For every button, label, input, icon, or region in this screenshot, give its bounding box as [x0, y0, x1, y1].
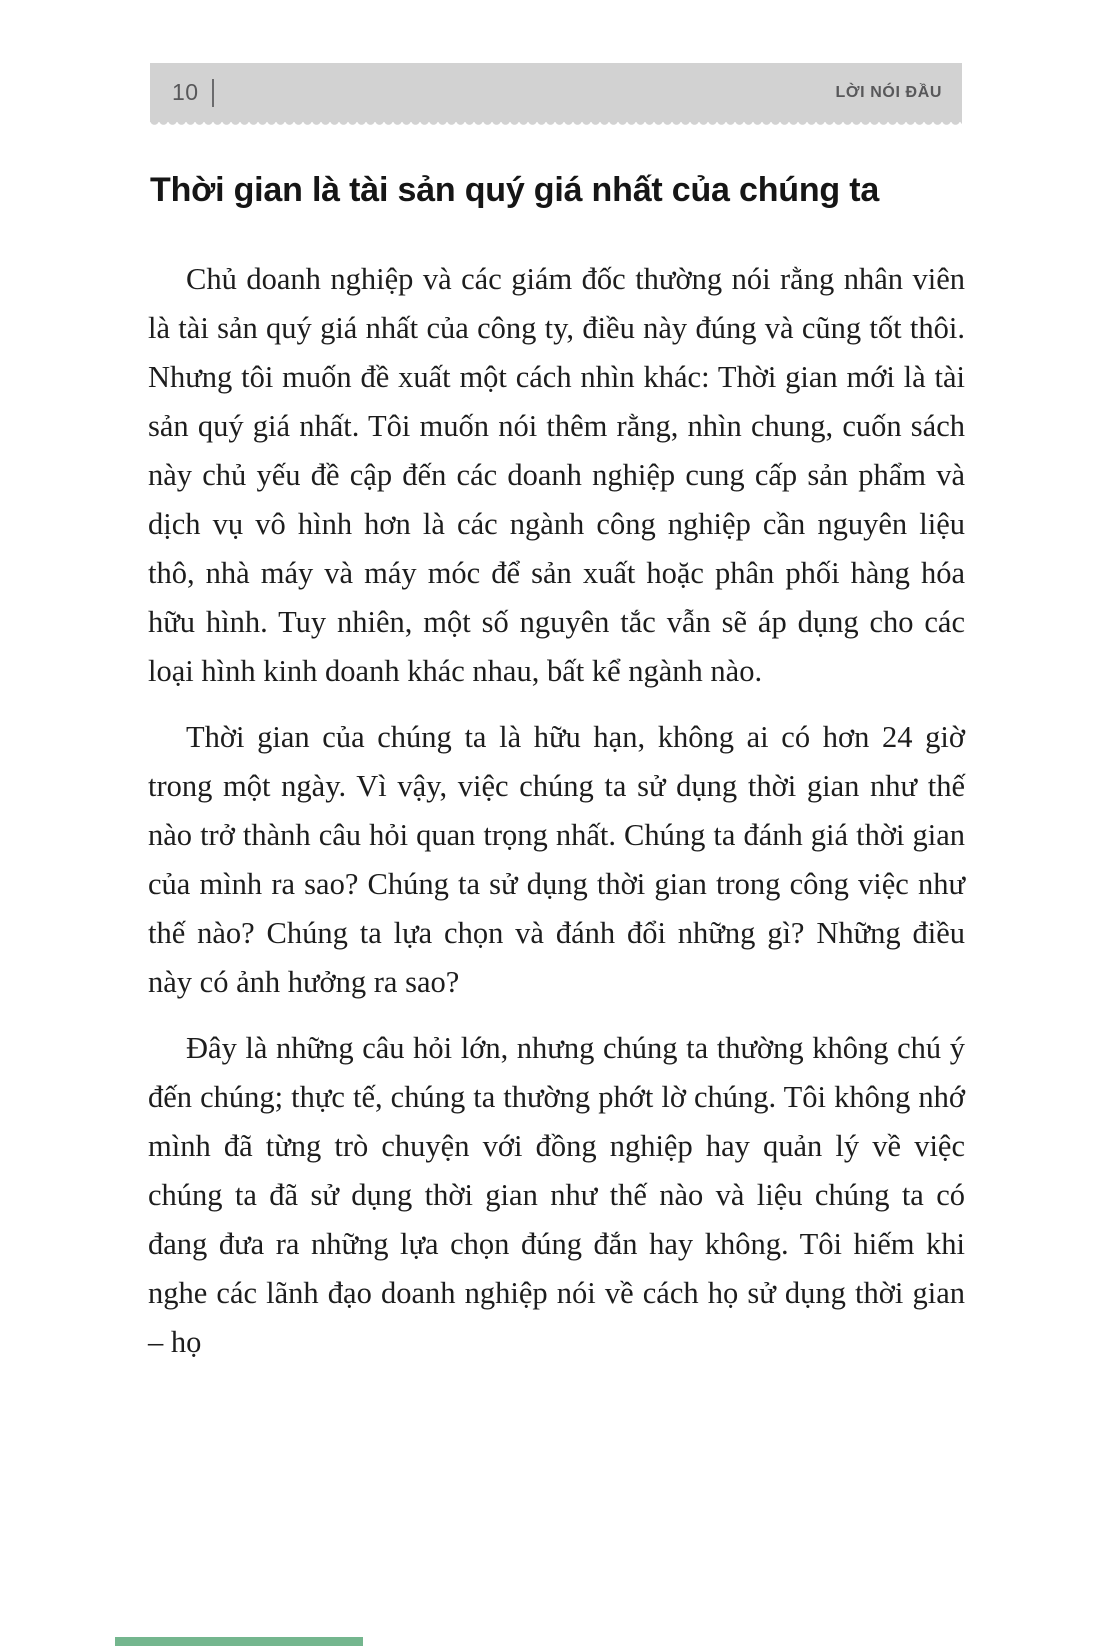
section-title: LỜI NÓI ĐẦU — [835, 83, 942, 101]
body-text — [148, 255, 965, 1367]
running-header — [150, 63, 962, 122]
page-number-group — [172, 79, 214, 107]
bottom-accent-bar — [115, 1637, 363, 1646]
paragraph: Đây là những câu hỏi lớn, nhưng chúng ta thường không chú ý đến chúng; thực tế, chúng ta thường phớt lờ chúng. Tôi không nhớ mình đã từng trò chuyện với đồng nghiệp hay quản lý về việc chúng ta đã sử dụng thời gian như thế nào và liệu chúng ta có đang đưa ra những lựa chọn đúng đắn hay không. Tôi hiếm khi nghe các lãnh đạo doanh nghiệp nói về cách họ sử dụng thời gian – họ — [148, 1031, 965, 1359]
chapter-heading: Thời gian là tài sản quý giá nhất của chúng ta — [150, 171, 880, 209]
paragraph: Thời gian của chúng ta là hữu hạn, không ai có hơn 24 giờ trong một ngày. Vì vậy, việc chúng ta sử dụng thời gian như thế nào trở thành câu hỏi quan trọng nhất. Chúng ta đánh giá thời gian của mình ra sao? Chúng ta sử dụng thời gian trong công việc như thế nào? Chúng ta lựa chọn và đánh đổi những gì? Những điều này có ảnh hưởng ra sao? — [148, 720, 965, 999]
page-number-divider — [212, 79, 214, 107]
paragraph: Chủ doanh nghiệp và các giám đốc thường nói rằng nhân viên là tài sản quý giá nhất của công ty, điều này đúng và cũng tốt thôi. Nhưng tôi muốn đề xuất một cách nhìn khác: Thời gian mới là tài sản quý giá nhất. Tôi muốn nói thêm rằng, nhìn chung, cuốn sách này chủ yếu đề cập đến các doanh nghiệp cung cấp sản phẩm và dịch vụ vô hình hơn là các ngành công nghiệp cần nguyên liệu thô, nhà máy và máy móc để sản xuất hoặc phân phối hàng hóa hữu hình. Tuy nhiên, một số nguyên tắc vẫn sẽ áp dụng cho các loại hình kinh doanh khác nhau, bất kể ngành nào. — [148, 262, 965, 688]
page-number: 10 — [172, 79, 199, 105]
